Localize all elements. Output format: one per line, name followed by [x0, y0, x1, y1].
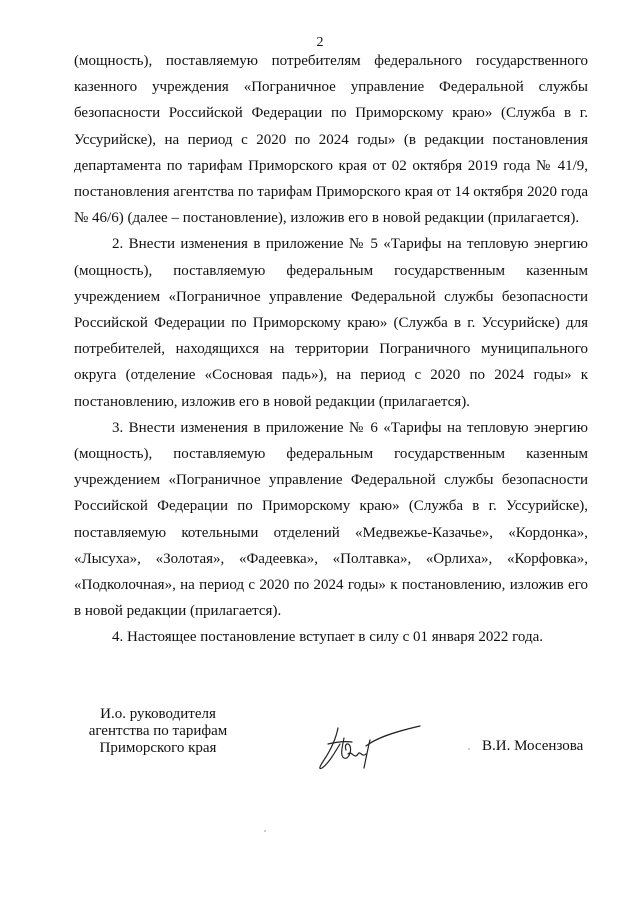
scan-speck [264, 830, 266, 832]
signatory-title-line: агентства по тарифам [88, 723, 228, 739]
document-body [74, 48, 588, 651]
signatory-title-line: Приморского края [99, 740, 217, 756]
handwritten-signature [314, 714, 424, 774]
text-line: в новой редакции (прилагается). [74, 603, 282, 620]
text-line: (мощность), поставляемую федеральным государственным казенным [74, 262, 588, 279]
text-line: округа (отделение «Сосновая падь»), на период с 2020 по 2024 годы» к [74, 367, 588, 384]
text-line: Российской Федерации по Приморскому краю» (Служба в г. Уссурийске), [74, 498, 588, 515]
paragraph-item-3 [74, 415, 588, 625]
paragraph-item-2 [74, 231, 588, 414]
text-line: департамента по тарифам Приморского края от 02 октября 2019 года № 41/9, [74, 157, 588, 174]
text-line: 3. Внести изменения в приложение № 6 «Тарифы на тепловую энергию [112, 419, 588, 436]
paragraph-item-4 [74, 624, 588, 650]
signature-block [74, 706, 588, 786]
text-line: (мощность), поставляемую потребителям федерального государственного [74, 53, 588, 69]
text-line: (мощность), поставляемую федеральным государственным казенным [74, 446, 588, 463]
text-line: 4. Настоящее постановление вступает в силу с 01 января 2022 года. [112, 629, 544, 646]
text-line: потребителей, находящихся на территории Пограничного муниципального [74, 341, 588, 358]
text-line: «Подколочная», на период с 2020 по 2024 годы» к постановлению, изложив его [74, 577, 588, 594]
text-line: постановлению, изложив его в новой редакции (прилагается). [74, 393, 470, 410]
text-line: Российской Федерации по Приморскому краю» (Служба в г. Уссурийске) для [74, 315, 588, 332]
signatory-name: В.И. Мосензова [482, 738, 584, 754]
scan-speck [468, 748, 470, 750]
text-line: безопасности Российской Федерации по Приморскому краю» (Служба в [74, 105, 572, 122]
text-line: постановления агентства по тарифам Приморского края от 14 октября 2020 года [74, 184, 588, 201]
signatory-title-line: И.о. руководителя [100, 706, 216, 722]
text-line: казенного учреждения «Пограничное управление Федеральной службы [74, 79, 588, 96]
text-line: поставляемую котельными отделений «Медвежье-Казачье», «Кордонка», [74, 524, 588, 541]
text-line: учреждением «Пограничное управление Федеральной службы безопасности [74, 472, 588, 489]
text-line: «Лысуха», «Золотая», «Фадеевка», «Полтавка», «Орлиха», «Корфовка», [74, 550, 588, 567]
text-line: 2. Внести изменения в приложение № 5 «Тарифы на тепловую энергию [112, 236, 588, 253]
signatory-title [78, 706, 238, 757]
text-line: № 46/6) (далее – постановление), изложив его в новой редакции (прилагается). [74, 210, 580, 227]
page-number: 2 [316, 35, 324, 50]
text-line: учреждением «Пограничное управление Федеральной службы безопасности [74, 288, 588, 305]
paragraph-continuation [74, 48, 588, 231]
text-line: г. Уссурийске), на период с 2020 по 2024 годы» (в редакции постановления [74, 105, 589, 148]
